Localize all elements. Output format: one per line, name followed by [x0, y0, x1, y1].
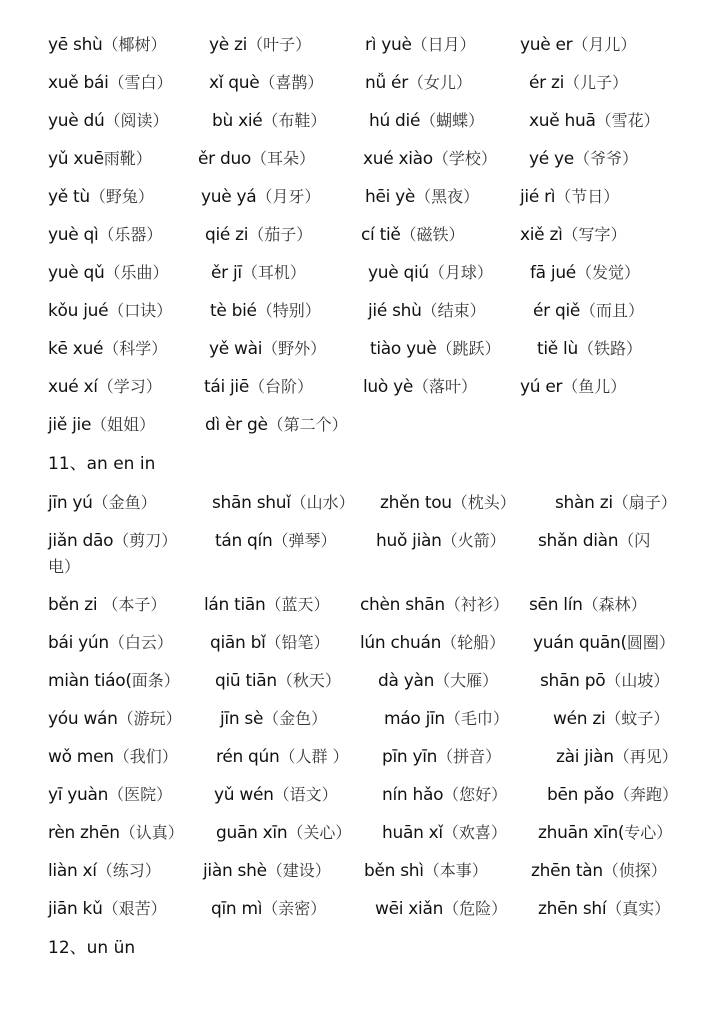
pinyin: jiàn shè — [203, 861, 267, 881]
pinyin: ér zi — [529, 73, 564, 93]
hanzi: （欢喜） — [442, 823, 507, 842]
hanzi: （山水） — [290, 493, 355, 512]
hanzi: （落叶） — [413, 377, 478, 396]
pinyin: jiě jie — [48, 415, 92, 435]
pinyin: yuán quān( — [533, 633, 627, 653]
vocab-row — [0, 335, 725, 363]
hanzi: （爷爷） — [573, 149, 638, 168]
pinyin: yuè er — [520, 35, 573, 55]
hanzi: （布鞋） — [262, 111, 327, 130]
hanzi: （乐曲） — [104, 263, 169, 282]
vocab-row — [0, 895, 725, 923]
vocab-entry — [48, 373, 162, 401]
vocab-entry — [533, 297, 644, 325]
vocab-entry — [538, 895, 670, 923]
hanzi: （雪花） — [595, 111, 660, 130]
vocab-entry — [368, 297, 486, 325]
vocab-row — [0, 69, 725, 97]
vocab-entry — [368, 259, 493, 287]
pinyin: zhěn tou — [380, 493, 452, 513]
vocab-entry — [376, 527, 506, 555]
vocab-entry — [210, 297, 321, 325]
vocab-entry — [204, 373, 313, 401]
hanzi: （铅笔） — [265, 633, 330, 652]
pinyin: cí tiě — [361, 225, 401, 245]
vocab-entry — [538, 819, 672, 847]
vocab-entry — [216, 743, 349, 771]
vocab-entry — [211, 895, 326, 923]
pinyin: qiū tiān — [215, 671, 277, 691]
pinyin: běn zi — [48, 595, 103, 615]
vocab-entry — [540, 667, 669, 695]
hanzi: （真实） — [606, 899, 671, 918]
vocab-row — [0, 183, 725, 211]
vocab-entry — [48, 857, 161, 885]
pinyin: máo jīn — [384, 709, 445, 729]
vocab-entry — [210, 629, 330, 657]
hanzi: （弹琴） — [272, 531, 337, 550]
vocab-entry — [382, 819, 507, 847]
pinyin: bù xié — [212, 111, 263, 131]
vocab-row — [0, 297, 725, 325]
pinyin: yǔ wén — [214, 785, 274, 805]
hanzi: （山坡） — [605, 671, 670, 690]
pinyin: rèn zhēn — [48, 823, 120, 843]
hanzi: （游玩） — [117, 709, 182, 728]
vocab-entry — [529, 591, 647, 619]
vocab-entry — [220, 705, 327, 733]
vocab-entry — [360, 591, 509, 619]
pinyin: wǒ men — [48, 747, 114, 767]
hanzi: （结束） — [421, 301, 486, 320]
vocab-entry — [533, 629, 675, 657]
hanzi: （火箭） — [441, 531, 506, 550]
hanzi: （轮船） — [441, 633, 506, 652]
hanzi: （耳机） — [241, 263, 306, 282]
hanzi: （跳跃） — [436, 339, 501, 358]
vocab-entry — [380, 489, 516, 517]
pinyin: shān pō — [540, 671, 606, 691]
pinyin: guān xīn — [216, 823, 288, 843]
pinyin: xué xí — [48, 377, 98, 397]
pinyin: yī yuàn — [48, 785, 109, 805]
hanzi: （叶子） — [247, 35, 312, 54]
pinyin: qié zi — [205, 225, 249, 245]
hanzi: （危险） — [443, 899, 508, 918]
pinyin: jiǎn dāo — [48, 531, 114, 551]
vocab-entry — [363, 145, 497, 173]
vocab-row — [0, 819, 725, 847]
pinyin: miàn tiáo( — [48, 671, 132, 691]
pinyin: běn shì — [364, 861, 424, 881]
vocab-entry — [48, 259, 168, 287]
vocab-entry — [48, 221, 162, 249]
vocab-entry — [209, 335, 326, 363]
vocab-row — [0, 411, 725, 439]
hanzi: （黑夜） — [415, 187, 480, 206]
hanzi: （蚊子） — [605, 709, 670, 728]
vocab-row — [0, 489, 725, 517]
pinyin: zhēn tàn — [531, 861, 603, 881]
pinyin: xiě zì — [520, 225, 563, 245]
vocab-entry — [48, 31, 167, 59]
pinyin: shàn zi — [555, 493, 613, 513]
vocab-entry — [48, 819, 184, 847]
hanzi: （再见） — [613, 747, 678, 766]
hanzi: （剪刀） — [113, 531, 178, 550]
hanzi: （练习） — [96, 861, 161, 880]
vocab-entry — [214, 781, 338, 809]
vocab-entry — [48, 107, 168, 135]
hanzi: （本子） — [102, 595, 167, 614]
hanzi: （大雁） — [434, 671, 499, 690]
vocab-entry — [205, 221, 312, 249]
vocab-entry — [378, 667, 498, 695]
vocab-entry — [363, 373, 477, 401]
pinyin: jīn yú — [48, 493, 93, 513]
vocab-entry — [48, 69, 173, 97]
hanzi: （科学） — [103, 339, 168, 358]
hanzi: （发觉） — [575, 263, 640, 282]
vocab-entry — [538, 527, 650, 555]
vocab-entry — [204, 591, 330, 619]
hanzi: （枕头） — [451, 493, 516, 512]
vocab-entry — [211, 259, 306, 287]
pinyin: xuě huā — [529, 111, 596, 131]
pinyin: lán tiān — [204, 595, 266, 615]
vocab-row — [0, 743, 725, 771]
hanzi: （口诀） — [108, 301, 173, 320]
hanzi: （亲密） — [262, 899, 327, 918]
hanzi: （医院） — [108, 785, 173, 804]
hanzi: （茄子） — [248, 225, 313, 244]
pinyin: yuè yá — [201, 187, 257, 207]
hanzi: （闪 — [618, 531, 651, 550]
hanzi: （铁路） — [577, 339, 642, 358]
vocab-entry — [212, 107, 326, 135]
vocab-entry — [556, 743, 678, 771]
hanzi: （蝴蝶） — [420, 111, 485, 130]
hanzi: （语文） — [273, 785, 338, 804]
pinyin: yé ye — [529, 149, 574, 169]
vocab-entry — [48, 591, 166, 619]
hanzi: （本事） — [423, 861, 488, 880]
pinyin: liàn xí — [48, 861, 97, 881]
hanzi: （您好） — [443, 785, 508, 804]
vocab-entry — [370, 335, 501, 363]
pinyin: tiě lù — [537, 339, 578, 359]
vocab-entry — [537, 335, 642, 363]
hanzi: （野兔） — [89, 187, 154, 206]
vocab-entry — [48, 781, 172, 809]
hanzi: （关心） — [287, 823, 352, 842]
vocab-entry — [205, 411, 348, 439]
pinyin: tán qín — [215, 531, 273, 551]
pinyin: rì yuè — [365, 35, 412, 55]
pinyin: wēi xiǎn — [375, 899, 444, 919]
hanzi: （而且） — [580, 301, 645, 320]
hanzi: （金鱼） — [92, 493, 157, 512]
hanzi: （建设） — [266, 861, 331, 880]
vocab-entry — [48, 895, 167, 923]
vocab-entry — [382, 743, 501, 771]
vocab-entry — [209, 69, 323, 97]
hanzi: （台阶） — [249, 377, 314, 396]
vocab-entry — [369, 107, 484, 135]
vocab-row — [0, 259, 725, 287]
pinyin: yē shù — [48, 35, 103, 55]
vocab-row — [0, 857, 725, 885]
pinyin: ěr duo — [198, 149, 252, 169]
vocab-row — [0, 107, 725, 135]
vocab-row — [0, 373, 725, 401]
vocab-entry — [198, 145, 315, 173]
pinyin: nín hǎo — [382, 785, 444, 805]
hanzi: （椰树） — [102, 35, 167, 54]
hanzi: （蓝天） — [265, 595, 330, 614]
hanzi: （秋天） — [276, 671, 341, 690]
pinyin: tè bié — [210, 301, 257, 321]
pinyin: yuè qì — [48, 225, 99, 245]
vocab-entry — [361, 221, 465, 249]
vocab-entry — [48, 743, 178, 771]
vocab-entry — [529, 145, 638, 173]
hanzi: （第二个） — [267, 415, 348, 434]
vocab-entry — [48, 527, 177, 555]
vocab-entry — [48, 411, 155, 439]
pinyin: kē xué — [48, 339, 104, 359]
vocab-entry — [48, 667, 180, 695]
pinyin: yóu wán — [48, 709, 118, 729]
hanzi: 面条） — [131, 671, 180, 690]
pinyin: nǚ ér — [365, 73, 408, 93]
vocab-entry — [529, 69, 628, 97]
pinyin: shǎn diàn — [538, 531, 619, 551]
hanzi: （森林） — [582, 595, 647, 614]
hanzi: （人群 ） — [279, 747, 349, 766]
vocab-entry — [529, 107, 660, 135]
vocab-row — [0, 667, 725, 695]
pinyin: xǐ què — [209, 73, 260, 93]
pinyin: hēi yè — [365, 187, 416, 207]
pinyin: chèn shān — [360, 595, 445, 615]
vocab-row — [0, 31, 725, 59]
pinyin: rén qún — [216, 747, 280, 767]
pinyin: kǒu jué — [48, 301, 109, 321]
hanzi: （月儿） — [572, 35, 637, 54]
hanzi: （耳朵） — [251, 149, 316, 168]
vocab-entry — [547, 781, 678, 809]
pinyin: wén zi — [553, 709, 606, 729]
pinyin: zài jiàn — [556, 747, 614, 767]
pinyin: shān shuǐ — [212, 493, 291, 513]
pinyin: yǔ xuē — [48, 149, 104, 169]
hanzi: （女儿） — [407, 73, 472, 92]
vocab-row — [0, 527, 725, 555]
hanzi: （衬衫） — [444, 595, 509, 614]
pinyin: yè zi — [209, 35, 248, 55]
hanzi: （奔跑） — [613, 785, 678, 804]
hanzi: 圆圈） — [626, 633, 675, 652]
vocab-entry — [48, 705, 182, 733]
hanzi: （雪白） — [108, 73, 173, 92]
pinyin: ér qiě — [533, 301, 581, 321]
vocab-entry — [201, 183, 320, 211]
hanzi: （侦探） — [602, 861, 667, 880]
vocab-entry — [215, 527, 336, 555]
hanzi: 专心） — [624, 823, 673, 842]
vocab-entry — [382, 781, 507, 809]
pinyin: jié rì — [520, 187, 556, 207]
hanzi: （磁铁） — [400, 225, 465, 244]
hanzi: （阅读） — [104, 111, 169, 130]
pinyin: yú er — [520, 377, 563, 397]
vocab-entry — [364, 857, 488, 885]
vocab-entry — [531, 857, 667, 885]
hanzi: （乐器） — [98, 225, 163, 244]
vocab-entry — [48, 489, 157, 517]
wrapped-hanzi-continuation: 电） — [48, 557, 81, 576]
hanzi: （日月） — [411, 35, 476, 54]
hanzi: （姐姐） — [91, 415, 156, 434]
pinyin: tiào yuè — [370, 339, 437, 359]
pinyin: qiān bǐ — [210, 633, 266, 653]
pinyin: hú dié — [369, 111, 421, 131]
vocab-row — [0, 145, 725, 173]
vocab-entry — [203, 857, 331, 885]
vocab-entry — [375, 895, 507, 923]
vocab-entry — [48, 629, 173, 657]
hanzi: （白云） — [108, 633, 173, 652]
hanzi: （喜鹊） — [259, 73, 324, 92]
pinyin: pīn yīn — [382, 747, 438, 767]
hanzi: （拼音） — [437, 747, 502, 766]
pinyin: yuè dú — [48, 111, 105, 131]
vocab-row — [0, 705, 725, 733]
hanzi: 雨靴） — [103, 149, 152, 168]
vocab-entry — [530, 259, 640, 287]
pinyin: xuě bái — [48, 73, 109, 93]
vocab-entry — [520, 31, 636, 59]
pinyin: zhēn shí — [538, 899, 607, 919]
pinyin: bái yún — [48, 633, 109, 653]
vocab-entry — [209, 31, 311, 59]
pinyin: huān xǐ — [382, 823, 443, 843]
vocab-entry — [520, 183, 619, 211]
vocab-entry — [520, 373, 626, 401]
pinyin: yuè qiú — [368, 263, 429, 283]
pinyin: fā jué — [530, 263, 576, 283]
section-heading-12: 12、un ün — [48, 938, 136, 958]
pinyin: luò yè — [363, 377, 414, 397]
pinyin: dì èr gè — [205, 415, 268, 435]
pinyin: bēn pǎo — [547, 785, 614, 805]
pinyin: ěr jī — [211, 263, 242, 283]
vocab-entry — [520, 221, 627, 249]
pinyin: qīn mì — [211, 899, 263, 919]
vocab-entry — [365, 183, 479, 211]
vocab-entry — [212, 489, 355, 517]
vocab-entry — [48, 335, 167, 363]
vocab-entry — [216, 819, 351, 847]
hanzi: （扇子） — [612, 493, 677, 512]
vocab-entry — [215, 667, 341, 695]
pinyin: sēn lín — [529, 595, 583, 615]
hanzi: （写字） — [562, 225, 627, 244]
section-heading-11: 11、an en in — [48, 454, 156, 474]
pinyin: xué xiào — [363, 149, 433, 169]
vocab-row — [0, 781, 725, 809]
hanzi: （学校） — [432, 149, 497, 168]
vocab-entry — [360, 629, 505, 657]
pinyin: jié shù — [368, 301, 422, 321]
pinyin: huǒ jiàn — [376, 531, 442, 551]
hanzi: （学习） — [97, 377, 162, 396]
vocab-entry — [48, 297, 172, 325]
hanzi: （月球） — [428, 263, 493, 282]
hanzi: （金色） — [263, 709, 328, 728]
vocab-row — [0, 221, 725, 249]
vocab-entry — [365, 31, 476, 59]
pinyin: zhuān xīn( — [538, 823, 625, 843]
hanzi: （鱼儿） — [562, 377, 627, 396]
hanzi: （艰苦） — [102, 899, 167, 918]
hanzi: （特别） — [256, 301, 321, 320]
hanzi: （节日） — [555, 187, 620, 206]
vocab-entry — [365, 69, 472, 97]
vocab-entry — [553, 705, 669, 733]
pinyin: jiān kǔ — [48, 899, 103, 919]
hanzi: （野外） — [262, 339, 327, 358]
hanzi: （毛巾） — [444, 709, 509, 728]
vocab-entry — [384, 705, 509, 733]
pinyin: tái jiē — [204, 377, 250, 397]
pinyin: yě tù — [48, 187, 90, 207]
hanzi: （我们） — [113, 747, 178, 766]
vocab-row — [0, 629, 725, 657]
vocab-row — [0, 591, 725, 619]
pinyin: jīn sè — [220, 709, 264, 729]
hanzi: （认真） — [119, 823, 184, 842]
hanzi: （月牙） — [256, 187, 321, 206]
pinyin: dà yàn — [378, 671, 435, 691]
pinyin: yě wài — [209, 339, 263, 359]
vocab-entry — [48, 145, 152, 173]
pinyin: lún chuán — [360, 633, 442, 653]
vocab-entry — [48, 183, 154, 211]
vocab-entry — [555, 489, 677, 517]
hanzi: （儿子） — [564, 73, 629, 92]
pinyin: yuè qǔ — [48, 263, 105, 283]
